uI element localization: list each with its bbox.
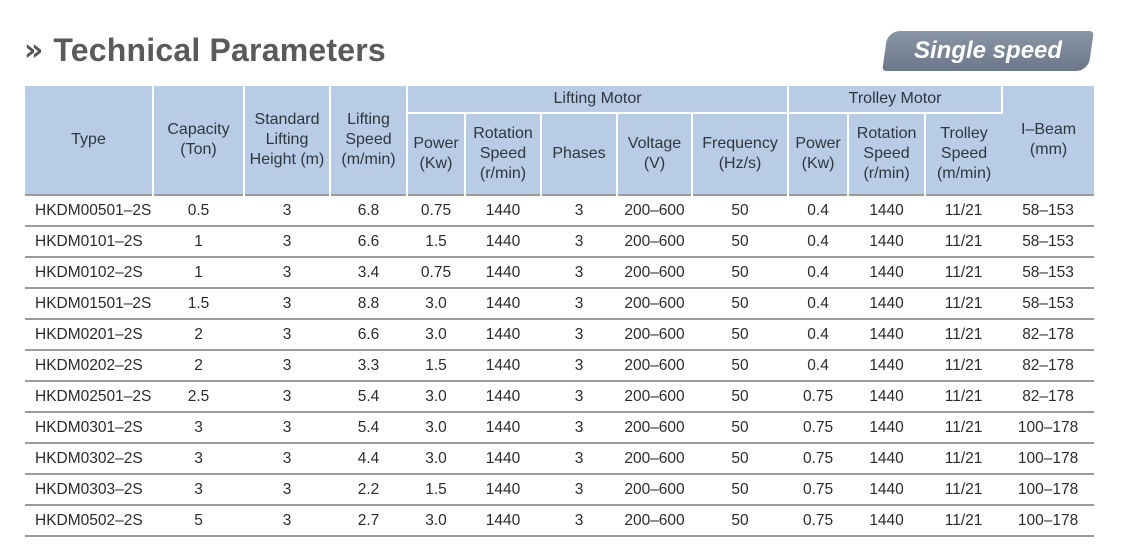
table-cell: 4.4 — [330, 443, 407, 474]
table-cell: 3 — [153, 412, 244, 443]
table-cell: 11/21 — [925, 505, 1002, 536]
table-cell: 3.4 — [330, 257, 407, 288]
table-cell: HKDM0102–2S — [25, 257, 153, 288]
table-cell: 2 — [153, 350, 244, 381]
table-cell: 3 — [541, 350, 617, 381]
table-cell: 3 — [244, 381, 330, 412]
table-cell: 5.4 — [330, 381, 407, 412]
table-cell: 1440 — [848, 474, 925, 505]
table-cell: 6.6 — [330, 226, 407, 257]
col-header-lm-phases: Phases — [541, 113, 617, 195]
table-cell: 11/21 — [925, 226, 1002, 257]
table-cell: 1440 — [465, 412, 541, 443]
table-cell: 1440 — [848, 288, 925, 319]
col-header-tm-rotation: Rotation Speed (r/min) — [848, 113, 925, 195]
table-cell: 1440 — [848, 443, 925, 474]
table-cell: 2.2 — [330, 474, 407, 505]
table-cell: 1440 — [465, 226, 541, 257]
table-cell: 200–600 — [617, 350, 692, 381]
table-cell: 1 — [153, 226, 244, 257]
table-cell: 3.0 — [407, 319, 465, 350]
table-cell: 0.75 — [788, 505, 848, 536]
col-header-ibeam: I–Beam (mm) — [1002, 86, 1094, 195]
table-cell: 1.5 — [407, 226, 465, 257]
table-cell: 3.0 — [407, 505, 465, 536]
col-header-lm-frequency: Frequency (Hz/s) — [692, 113, 788, 195]
table-cell: 82–178 — [1002, 319, 1094, 350]
table-cell: 11/21 — [925, 319, 1002, 350]
table-cell: 11/21 — [925, 288, 1002, 319]
table-cell: 50 — [692, 381, 788, 412]
table-cell: 0.5 — [153, 195, 244, 226]
table-cell: 50 — [692, 443, 788, 474]
table-cell: 3 — [541, 319, 617, 350]
table-cell: HKDM01501–2S — [25, 288, 153, 319]
table-cell: 3.0 — [407, 288, 465, 319]
col-header-tm-power: Power (Kw) — [788, 113, 848, 195]
col-header-lm-voltage: Voltage (V) — [617, 113, 692, 195]
table-cell: 1.5 — [407, 474, 465, 505]
table-cell: 5.4 — [330, 412, 407, 443]
table-cell: 0.4 — [788, 226, 848, 257]
table-cell: 3.3 — [330, 350, 407, 381]
table-cell: 200–600 — [617, 195, 692, 226]
table-cell: 6.8 — [330, 195, 407, 226]
technical-parameters-table — [25, 86, 1094, 537]
table-cell: 1440 — [848, 226, 925, 257]
table-cell: 1.5 — [153, 288, 244, 319]
table-cell: 3 — [244, 443, 330, 474]
table-cell: 3.0 — [407, 412, 465, 443]
table-row — [25, 474, 1094, 505]
table-cell: 3 — [244, 474, 330, 505]
col-header-type: Type — [25, 86, 153, 195]
table-cell: 200–600 — [617, 288, 692, 319]
table-cell: 1440 — [848, 319, 925, 350]
table-cell: 1440 — [848, 505, 925, 536]
table-cell: 11/21 — [925, 474, 1002, 505]
col-header-lm-rotation: Rotation Speed (r/min) — [465, 113, 541, 195]
col-header-lifting-height: Standard Lifting Height (m) — [244, 86, 330, 195]
table-cell: 0.75 — [407, 257, 465, 288]
table-cell: 100–178 — [1002, 443, 1094, 474]
table-row — [25, 381, 1094, 412]
table-row — [25, 288, 1094, 319]
speed-badge-label: Single speed — [913, 37, 1063, 64]
group-header-lifting-motor: Lifting Motor — [407, 86, 788, 113]
table-cell: 3 — [541, 288, 617, 319]
table-cell: 11/21 — [925, 412, 1002, 443]
table-cell: 3 — [244, 288, 330, 319]
table-cell: 200–600 — [617, 443, 692, 474]
table-cell: HKDM0302–2S — [25, 443, 153, 474]
table-cell: 1440 — [848, 412, 925, 443]
page-title-text: Technical Parameters — [53, 31, 386, 68]
table-cell: 3 — [541, 195, 617, 226]
table-row — [25, 350, 1094, 381]
col-header-lifting-speed: Lifting Speed (m/min) — [330, 86, 407, 195]
table-cell: HKDM0301–2S — [25, 412, 153, 443]
table-body — [25, 195, 1094, 536]
table-cell: 200–600 — [617, 474, 692, 505]
table-cell: 11/21 — [925, 443, 1002, 474]
table-cell: 50 — [692, 226, 788, 257]
table-cell: 58–153 — [1002, 226, 1094, 257]
table-cell: 100–178 — [1002, 412, 1094, 443]
table-cell: 1440 — [465, 319, 541, 350]
table-cell: 0.4 — [788, 350, 848, 381]
table-cell: 3 — [541, 505, 617, 536]
table-row — [25, 319, 1094, 350]
table-cell: 2.5 — [153, 381, 244, 412]
table-cell: 2.7 — [330, 505, 407, 536]
table-row — [25, 412, 1094, 443]
table-cell: 1.5 — [407, 350, 465, 381]
table-cell: 200–600 — [617, 381, 692, 412]
table-cell: 1440 — [465, 474, 541, 505]
table-cell: 3 — [541, 226, 617, 257]
table-cell: 0.4 — [788, 257, 848, 288]
table-cell: 1440 — [465, 381, 541, 412]
table-cell: 3.0 — [407, 381, 465, 412]
table-cell: 100–178 — [1002, 505, 1094, 536]
group-header-trolley-motor: Trolley Motor — [788, 86, 1002, 113]
table-cell: 50 — [692, 474, 788, 505]
table-cell: 50 — [692, 195, 788, 226]
table-cell: 50 — [692, 288, 788, 319]
table-cell: HKDM0202–2S — [25, 350, 153, 381]
table-cell: 1440 — [465, 288, 541, 319]
table-cell: 3 — [244, 195, 330, 226]
table-cell: 11/21 — [925, 195, 1002, 226]
page-title — [24, 28, 386, 72]
table-cell: 0.4 — [788, 195, 848, 226]
table-cell: HKDM0201–2S — [25, 319, 153, 350]
table-cell: 2 — [153, 319, 244, 350]
table-cell: 11/21 — [925, 257, 1002, 288]
table-cell: 5 — [153, 505, 244, 536]
table-cell: 1440 — [848, 381, 925, 412]
table-cell: 50 — [692, 412, 788, 443]
table-cell: 3 — [153, 443, 244, 474]
table-cell: 200–600 — [617, 505, 692, 536]
table-cell: 3 — [244, 257, 330, 288]
table-cell: 1 — [153, 257, 244, 288]
table-row — [25, 195, 1094, 226]
table-cell: HKDM0502–2S — [25, 505, 153, 536]
table-cell: 100–178 — [1002, 474, 1094, 505]
table-row — [25, 443, 1094, 474]
table-cell: 3 — [244, 319, 330, 350]
table-row — [25, 505, 1094, 536]
table-cell: 200–600 — [617, 319, 692, 350]
table-cell: 0.4 — [788, 319, 848, 350]
table-cell: 82–178 — [1002, 381, 1094, 412]
table-cell: 3 — [541, 257, 617, 288]
table-cell: 3 — [244, 350, 330, 381]
double-chevron-right-icon: » — [24, 32, 38, 68]
table-cell: 200–600 — [617, 226, 692, 257]
table-cell: 3 — [153, 474, 244, 505]
table-cell: 200–600 — [617, 257, 692, 288]
table-cell: 1440 — [848, 350, 925, 381]
table-cell: HKDM02501–2S — [25, 381, 153, 412]
table-cell: 1440 — [465, 443, 541, 474]
table-cell: 200–600 — [617, 412, 692, 443]
table-cell: 50 — [692, 319, 788, 350]
table-cell: 1440 — [465, 505, 541, 536]
table-cell: 1440 — [848, 257, 925, 288]
table-cell: 58–153 — [1002, 288, 1094, 319]
table-row — [25, 257, 1094, 288]
table-cell: 50 — [692, 257, 788, 288]
table-cell: 3 — [244, 412, 330, 443]
table-cell: 3 — [244, 505, 330, 536]
col-header-capacity: Capacity (Ton) — [153, 86, 244, 195]
table-cell: 50 — [692, 350, 788, 381]
table-cell: 1440 — [465, 195, 541, 226]
table-cell: HKDM00501–2S — [25, 195, 153, 226]
col-header-lm-power: Power (Kw) — [407, 113, 465, 195]
table-cell: 8.8 — [330, 288, 407, 319]
table-cell: 11/21 — [925, 350, 1002, 381]
table-cell: 58–153 — [1002, 195, 1094, 226]
table-cell: 3 — [244, 226, 330, 257]
table-cell: 0.75 — [788, 412, 848, 443]
speed-badge — [882, 31, 1094, 71]
table-cell: 6.6 — [330, 319, 407, 350]
table-cell: 0.4 — [788, 288, 848, 319]
table-cell: 0.75 — [407, 195, 465, 226]
table-row — [25, 226, 1094, 257]
table-cell: 3 — [541, 381, 617, 412]
table-cell: 58–153 — [1002, 257, 1094, 288]
table-cell: 11/21 — [925, 381, 1002, 412]
table-cell: 1440 — [465, 257, 541, 288]
table-cell: 3 — [541, 443, 617, 474]
col-header-tm-speed: Trolley Speed (m/min) — [925, 113, 1002, 195]
table-cell: 1440 — [465, 350, 541, 381]
table-cell: HKDM0101–2S — [25, 226, 153, 257]
table-cell: 3 — [541, 412, 617, 443]
table-cell: 0.75 — [788, 381, 848, 412]
table-cell: HKDM0303–2S — [25, 474, 153, 505]
table-cell: 3 — [541, 474, 617, 505]
table-cell: 0.75 — [788, 474, 848, 505]
table-cell: 1440 — [848, 195, 925, 226]
table-cell: 3.0 — [407, 443, 465, 474]
table-cell: 0.75 — [788, 443, 848, 474]
table-cell: 50 — [692, 505, 788, 536]
table-cell: 82–178 — [1002, 350, 1094, 381]
